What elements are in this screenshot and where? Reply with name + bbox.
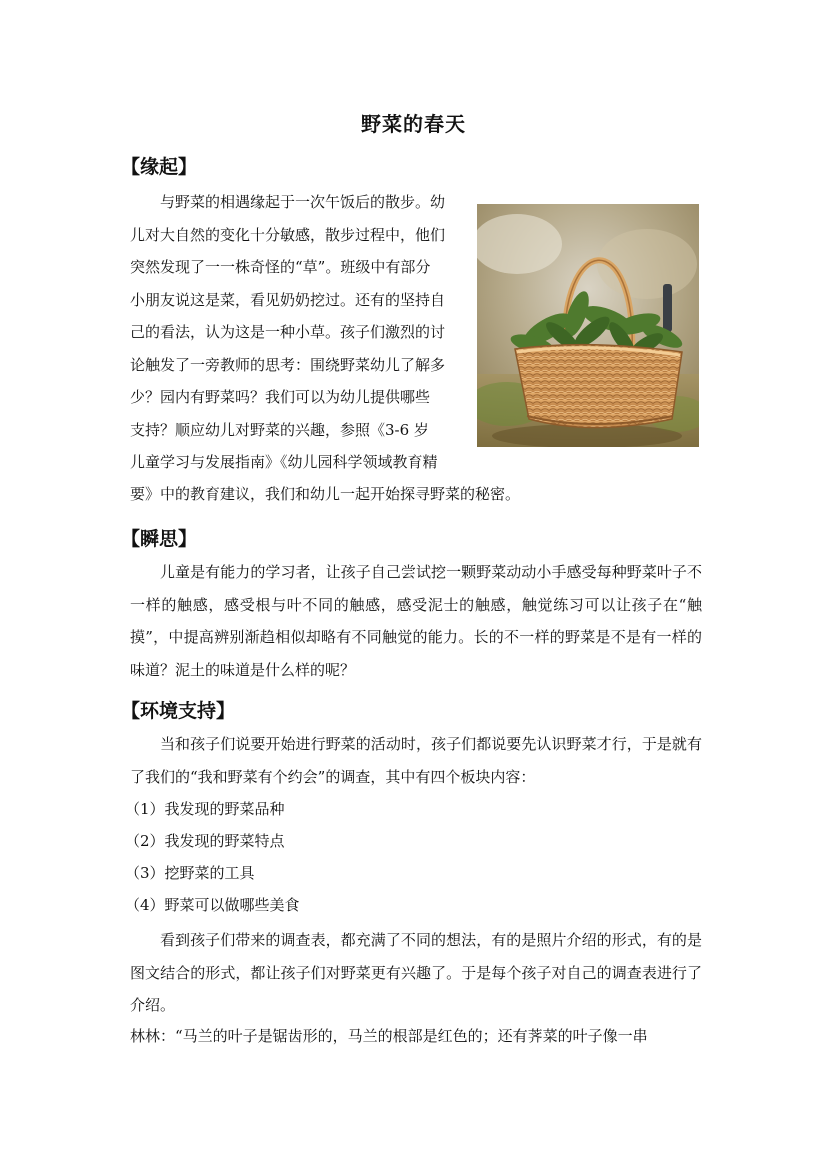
section-heading-origin: 【缘起】 — [121, 156, 198, 178]
origin-line: 支持？顺应幼儿对野菜的兴趣，参照《3-6 岁 — [130, 420, 429, 439]
origin-paragraph — [130, 186, 470, 479]
section-heading-environment: 【环境支持】 — [121, 700, 236, 722]
wild-vegetable-basket-photo — [477, 204, 699, 447]
environment-intro: 当和孩子们说要开始进行野菜的活动时，孩子们都说要先认识野菜才行，于是就有了我们的“我和野菜有个约会”的调查，其中有四个板块内容： — [130, 735, 702, 786]
list-item: （4）野菜可以做哪些美食 — [125, 896, 300, 914]
list-item: （3）挖野菜的工具 — [125, 864, 255, 882]
reflection-paragraph: 儿童是有能力的学习者，让孩子自己尝试挖一颗野菜动动小手感受每种野菜叶子不一样的触感，感受根与叶不同的触感，感受泥士的触感，触觉练习可以让孩子在“触摸”，中提高辨别渐趋相似却略有不同触觉的能力。长的不一样的野菜是不是有一样的味道？泥土的味道是什么样的呢？ — [130, 563, 702, 679]
origin-line: 小朋友说这是菜，看见奶奶挖过。还有的坚持自 — [130, 290, 446, 309]
origin-line: 与野菜的相遇缘起于一次午饭后的散步。幼 — [160, 193, 446, 211]
environment-paragraph-2: 看到孩子们带来的调查表，都充满了不同的想法，有的是照片介绍的形式，有的是图文结合的形式，都让孩子们对野菜更有兴趣了。于是每个孩子对自己的调查表进行了介绍。 — [130, 931, 702, 1014]
origin-line: 论触发了一旁教师的思考：围绕野菜幼儿了解多 — [130, 355, 446, 374]
origin-line: 突然发现了一一株奇怪的“草”。班级中有部分 — [130, 258, 431, 276]
origin-last-line: 要》中的教育建议，我们和幼儿一起开始探寻野菜的秘密。 — [130, 485, 521, 503]
section-heading-reflection: 【瞬思】 — [121, 528, 198, 550]
origin-line: 少？园内有野菜吗？我们可以为幼儿提供哪些 — [130, 388, 431, 406]
list-item: （1）我发现的野菜品种 — [125, 800, 285, 818]
quote-linlin: 林林：“马兰的叶子是锯齿形的，马兰的根部是红色的；还有荠菜的叶子像一串 — [130, 1027, 648, 1045]
origin-line: 己的看法，认为这是一种小草。孩子们激烈的讨 — [130, 323, 446, 341]
origin-line: 儿对大自然的变化十分敏感，散步过程中，他们 — [130, 225, 446, 244]
origin-line: 儿童学习与发展指南》《幼儿园科学领域教育精 — [130, 453, 438, 471]
list-item: （2）我发现的野菜特点 — [125, 832, 285, 850]
page-title: 野菜的春天 — [361, 112, 466, 136]
